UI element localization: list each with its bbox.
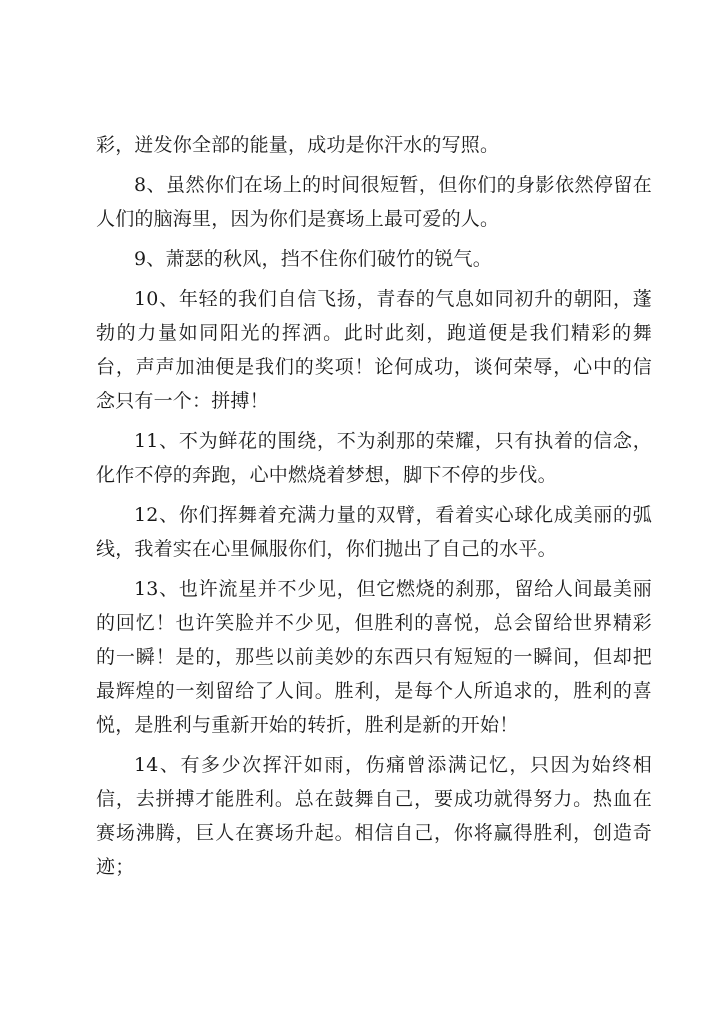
paragraph-9: 9、萧瑟的秋风，挡不住你们破竹的锐气。 — [134, 248, 492, 270]
paragraph-11: 11、不为鲜花的围绕，不为刹那的荣耀，只有执着的信念，化作不停的奔跑，心中燃烧着梦想，脚下不停的步伐。 — [96, 430, 652, 486]
document-body — [96, 128, 652, 884]
paragraph-14: 14、有多少次挥汗如雨，伤痛曾添满记忆，只因为始终相信，去拼搏才能胜利。总在鼓舞自己，要成功就得努力。热血在赛场沸腾，巨人在赛场升起。相信自己，你将赢得胜利，创造奇迹； — [96, 754, 652, 878]
paragraph-10: 10、年轻的我们自信飞扬，青春的气息如同初升的朝阳，蓬勃的力量如同阳光的挥洒。此时此刻，跑道便是我们精彩的舞台，声声加油便是我们的奖项！论何成功，谈何荣辱，心中的信念只有一个：拼搏！ — [96, 288, 652, 412]
paragraph-13: 13、也许流星并不少见，但它燃烧的刹那，留给人间最美丽的回忆！也许笑脸并不少见，但胜利的喜悦，总会留给世界精彩的一瞬！是的，那些以前美妙的东西只有短短的一瞬间，但却把最辉煌的一刻留给了人间。胜利，是每个人所追求的，胜利的喜悦，是胜利与重新开始的转折，胜利是新的开始！ — [96, 578, 652, 736]
paragraph-8: 8、虽然你们在场上的时间很短暂，但你们的身影依然停留在人们的脑海里，因为你们是赛场上最可爱的人。 — [96, 174, 652, 230]
paragraph-continuation: 彩，迸发你全部的能量，成功是你汗水的写照。 — [96, 134, 500, 156]
paragraph-12: 12、你们挥舞着充满力量的双臂，看着实心球化成美丽的弧线，我着实在心里佩服你们，你们抛出了自己的水平。 — [96, 504, 652, 560]
